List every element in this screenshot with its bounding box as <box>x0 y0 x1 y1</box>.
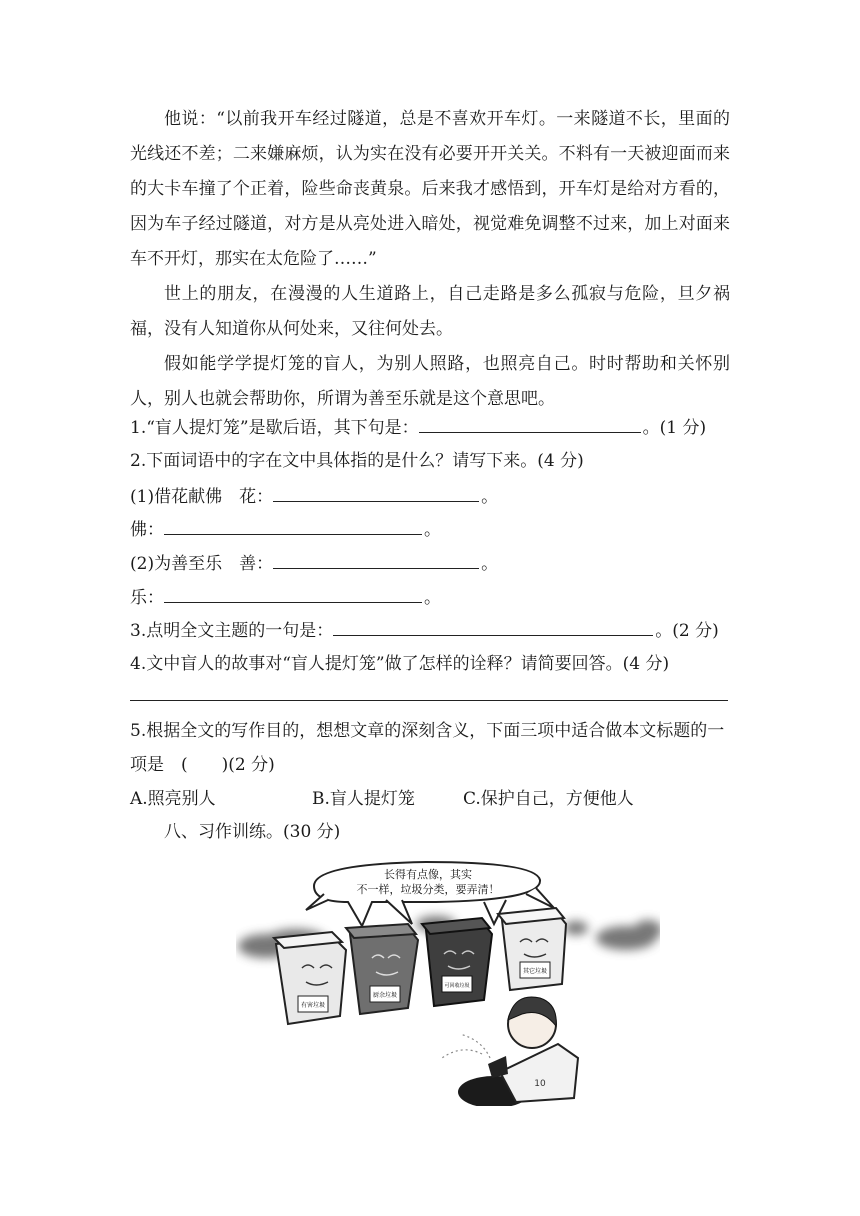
bin-label-hazardous: 有害垃圾 <box>300 1002 326 1009</box>
question-4-answer-line[interactable] <box>130 700 728 701</box>
question-1-text: 1.“盲人提灯笼”是歇后语，其下句是： <box>130 418 419 438</box>
question-1-answer-blank[interactable] <box>419 416 641 433</box>
question-2-1-text: (1)借花献佛 花： <box>130 487 274 507</box>
question-2-2-le-blank[interactable] <box>164 586 422 603</box>
passage-paragraph-1: 他说：“以前我开车经过隧道，总是不喜欢开车灯。一来隧道不长，里面的光线还不差；二来嫌麻烦，认为实在没有必要开开关关。不料有一天被迎面而来的大卡车撞了个正着，险些命丧黄泉。后来我才感悟到，开车灯是给对方看的，因为车子经过隧道，对方是从亮处进入暗处，视觉难免调整不过来，加上对面来车不开灯，那实在太危险了……” <box>130 109 730 269</box>
question-3-text: 3.点明全文主题的一句是： <box>130 621 334 641</box>
question-2-1-hua-blank[interactable] <box>273 485 479 502</box>
question-3-answer-blank[interactable] <box>333 619 653 636</box>
question-1 <box>130 416 706 439</box>
bin-label-kitchen: 厨余垃圾 <box>372 992 398 999</box>
question-2-2 <box>130 552 498 575</box>
option-a[interactable]: A.照亮别人 <box>130 789 216 809</box>
period-mark: 。 <box>424 588 441 608</box>
option-c[interactable]: C.保护自己，方便他人 <box>463 789 634 809</box>
question-2: 2.下面词语中的字在文中具体指的是什么？请写下来。(4 分) <box>130 451 584 471</box>
bin-kitchen <box>346 924 418 1014</box>
bin-label-other: 其它垃圾 <box>522 968 548 975</box>
passage-paragraph-3: 假如能学学提灯笼的盲人，为别人照路，也照亮自己。时时帮助和关怀别人，别人也就会帮助你，所谓为善至乐就是这个意思吧。 <box>130 354 730 409</box>
question-3 <box>130 619 719 642</box>
question-5-line-2: 项是 ( )(2 分) <box>130 755 275 775</box>
question-5-line-1: 5.根据全文的写作目的，想想文章的深刻含义，下面三项中适合做本文标题的一 <box>130 721 725 741</box>
speech-line-2: 不一样，垃圾分类，要弄清！ <box>356 883 500 896</box>
question-3-score: 。(2 分) <box>655 621 719 641</box>
question-2-1-fo-label: 佛： <box>130 520 164 540</box>
bin-hazardous <box>274 932 346 1024</box>
period-mark: 。 <box>481 554 499 574</box>
garbage-sorting-illustration <box>236 858 660 1106</box>
question-2-2-shan-blank[interactable] <box>273 552 479 569</box>
bin-recyclable <box>422 918 492 1006</box>
question-4: 4.文中盲人的故事对“盲人提灯笼”做了怎样的诠释？请简要回答。(4 分) <box>130 654 670 674</box>
passage-paragraph-2: 世上的朋友，在漫漫的人生道路上，自己走路是多么孤寂与危险，旦夕祸福，没有人知道你从何处来，又往何处去。 <box>130 284 730 339</box>
question-2-2-text: (2)为善至乐 善： <box>130 554 274 574</box>
question-2-2-le-label: 乐： <box>130 588 164 608</box>
question-2-1-fo <box>130 518 441 541</box>
shirt-number: 10 <box>534 1079 546 1089</box>
speech-line-1: 长得有点像，其实 <box>384 868 472 881</box>
question-1-score: 。(1 分) <box>642 418 707 438</box>
period-mark: 。 <box>481 487 499 507</box>
bin-label-recyclable: 可回收垃圾 <box>444 983 470 989</box>
question-2-2-le <box>130 586 441 609</box>
option-b[interactable]: B.盲人提灯笼 <box>312 789 415 809</box>
period-mark: 。 <box>424 520 441 540</box>
section-8-title: 八、习作训练。(30 分) <box>164 822 341 842</box>
question-2-1 <box>130 485 498 508</box>
question-2-1-fo-blank[interactable] <box>164 518 422 535</box>
boy-with-trash-bag <box>442 997 578 1106</box>
bin-other <box>498 908 566 990</box>
